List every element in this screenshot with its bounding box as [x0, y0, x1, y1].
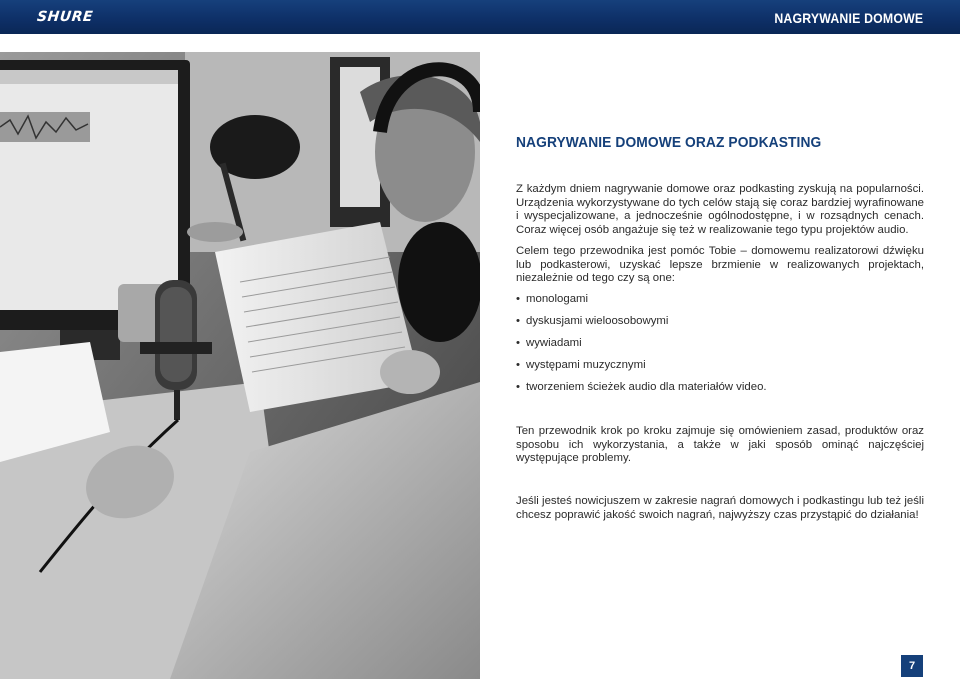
section-title: NAGRYWANIE DOMOWE ORAZ PODKASTING — [516, 134, 822, 151]
podcaster-photo — [0, 52, 480, 679]
guide-paragraph: Ten przewodnik krok po kroku zajmuje się omówieniem zasad, produktów oraz sposobu ich wykorzystania, a także w jaki sposób ominąć najczęściej występujące problemy. — [516, 425, 924, 464]
header-title: NAGRYWANIE DOMOWE — [773, 10, 923, 26]
bullet-icon: • — [516, 315, 520, 327]
list-item: • monologami — [516, 293, 589, 305]
bullet-icon: • — [516, 381, 520, 393]
goal-paragraph: Celem tego przewodnika jest pomóc Tobie – domowemu realizatorowi dźwięku lub podkasterowi, uzyskać lepsze brzmienie w realizowanych projektach, niezależnie od tego czy są one: — [516, 245, 924, 284]
bullet-icon: • — [516, 337, 520, 349]
list-item: • wywiadami — [516, 337, 582, 349]
page-header — [0, 0, 960, 34]
bullet-icon: • — [516, 293, 520, 305]
call-to-action-paragraph: Jeśli jesteś nowicjuszem w zakresie nagrań domowych i podkastingu lub też jeśli chcesz poprawić jakość swoich nagrań, najwyższy czas przystąpić do działania! — [516, 495, 924, 521]
intro-paragraph: Z każdym dniem nagrywanie domowe oraz podkasting zyskują na popularności. Urządzenia wykorzystywane do tych celów stają się coraz bardziej wyrafinowane i wyspecjalizowane, a jednocześnie ogólnodostępne, i w rozsądnych cenach. Coraz więcej osób angażuje się też w realizowanie tego typu projektów audio. — [516, 183, 924, 236]
list-item: • tworzeniem ścieżek audio dla materiałów video. — [516, 381, 767, 393]
list-item: • występami muzycznymi — [516, 359, 646, 371]
list-item: • dyskusjami wieloosobowymi — [516, 315, 669, 327]
shure-logo: SHURE — [36, 9, 94, 25]
bullet-icon: • — [516, 359, 520, 371]
page-number: 7 — [901, 655, 923, 677]
